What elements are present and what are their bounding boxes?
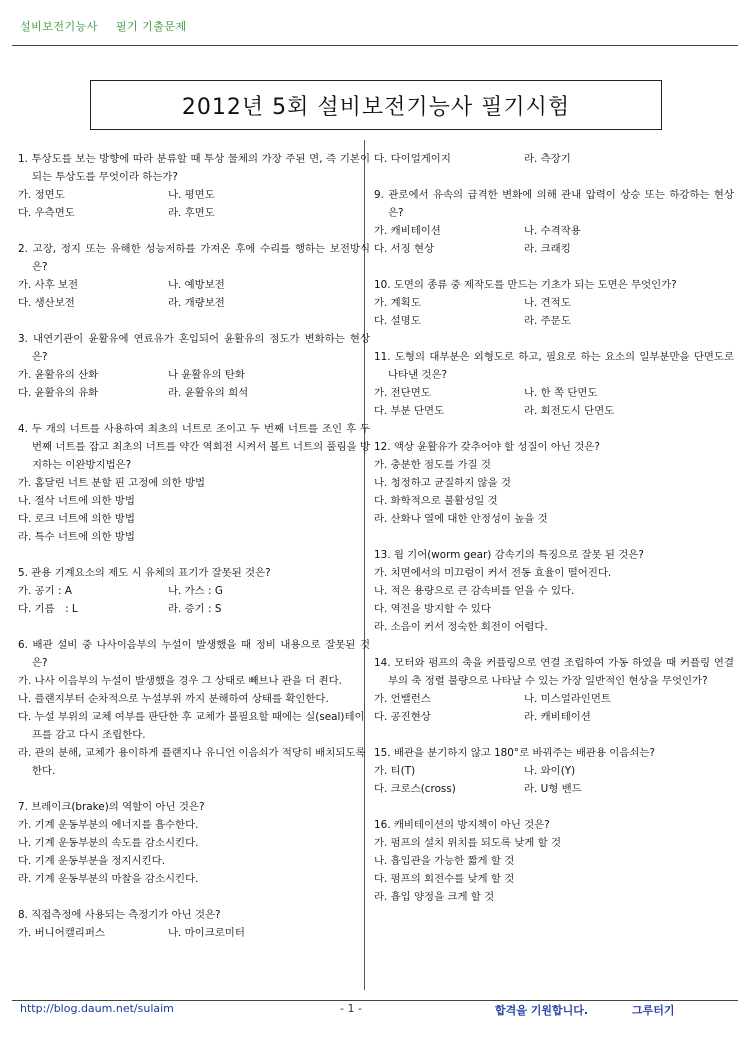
answer-option: 가. 전단면도 xyxy=(374,387,431,399)
answer-row xyxy=(374,150,734,168)
answer-row xyxy=(18,186,370,204)
question-stem: 11. 도형의 대부분은 외형도로 하고, 필요로 하는 요소의 일부분만을 단면도로 나타낸 것은? xyxy=(374,351,734,381)
answer-option: 가. 충분한 점도를 가질 것 xyxy=(374,459,491,471)
question-stem: 7. 브레이크(brake)의 역할이 아닌 것은? xyxy=(18,801,205,813)
answer-option: 나. 예방보전 xyxy=(168,279,225,291)
question-stem: 14. 모터와 펌프의 축을 커플링으로 연결 조립하여 가동 하였을 때 커플링 연결부의 축 정렬 불량으로 나타날 수 있는 가장 일반적인 현상을 무엇인가? xyxy=(374,657,734,687)
answer-row xyxy=(18,366,370,384)
question xyxy=(18,636,370,780)
answer-option: 다. 화학적으로 불활성일 것 xyxy=(374,495,498,507)
question xyxy=(374,438,734,528)
answer-option: 나. 적은 용량으로 큰 감속비를 얻을 수 있다. xyxy=(374,585,575,597)
answer-row xyxy=(18,600,370,618)
question-stem: 5. 관용 기계요소의 제도 시 유체의 표기가 잘못된 것은? xyxy=(18,567,271,579)
answer-option: 다. 서징 현상 xyxy=(374,243,435,255)
question xyxy=(18,798,370,888)
answer-row xyxy=(374,294,734,312)
answer-row xyxy=(374,402,734,420)
answer-option: 다. 공진현상 xyxy=(374,711,431,723)
question xyxy=(18,564,370,618)
answer-option: 다. 크로스(cross) xyxy=(374,783,456,795)
answer-option: 가. 캐비테이션 xyxy=(374,225,441,237)
answer-option: 라. 윤활유의 희석 xyxy=(168,387,249,399)
answer-option: 나. 한 쪽 단면도 xyxy=(524,387,598,399)
question-stem: 12. 액상 윤활유가 갖추어야 할 성질이 아닌 것은? xyxy=(374,441,600,453)
answer-row xyxy=(374,384,734,402)
answer-option: 다. 윤활유의 유화 xyxy=(18,387,99,399)
footer-wish: 합격을 기원합니다. xyxy=(495,1004,589,1017)
answer-option: 다. 기계 운동부분을 정지시킨다. xyxy=(18,855,165,867)
answer-option: 다. 부분 단면도 xyxy=(374,405,445,417)
answer-row xyxy=(374,312,734,330)
question xyxy=(18,150,370,222)
answer-option: 다. 우측면도 xyxy=(18,207,75,219)
answer-option: 가. 나사 이음부의 누설이 발생했을 경우 그 상태로 빼브나 관을 더 죈다. xyxy=(18,675,342,687)
answer-option: 라. 소음이 커서 정숙한 회전이 어렵다. xyxy=(374,621,548,633)
answer-option: 라. U형 밴드 xyxy=(524,783,582,795)
answer-option: 나. 청정하고 균질하지 않을 것 xyxy=(374,477,511,489)
answer-option: 다. 다이얼게이지 xyxy=(374,153,451,165)
answer-option: 가. 공기 : A xyxy=(18,585,72,597)
answer-row xyxy=(374,690,734,708)
question-stem: 1. 투상도를 보는 방향에 따라 분류할 때 투상 물체의 가장 주된 면, 즉 기본이 되는 투상도를 무엇이라 하는가? xyxy=(18,153,370,183)
answer-option: 라. 흡입 양정을 크게 할 것 xyxy=(374,891,495,903)
answer-option: 나. 흡입관을 가능한 짧게 할 것 xyxy=(374,855,515,867)
answer-option: 가. 기계 운동부분의 에너지를 흡수한다. xyxy=(18,819,199,831)
answer-option: 나. 플랜지부터 순차적으로 누설부위 까지 분해하여 상태를 확인한다. xyxy=(18,693,329,705)
answer-option: 라. 특수 너트에 의한 방법 xyxy=(18,531,135,543)
question xyxy=(374,546,734,636)
answer-option: 나. 절삭 너트에 의한 방법 xyxy=(18,495,135,507)
answer-option: 라. 산화나 열에 대한 안정성이 높을 것 xyxy=(374,513,548,525)
answer-row xyxy=(18,204,370,222)
answer-option: 다. 로크 너트에 의한 방법 xyxy=(18,513,135,525)
question xyxy=(374,816,734,906)
answer-option: 라. 기계 운동부분의 마찰을 감소시킨다. xyxy=(18,873,199,885)
answer-option: 가. 사후 보전 xyxy=(18,279,79,291)
answer-option: 라. 회전도시 단면도 xyxy=(524,405,615,417)
question-stem: 16. 캐비테이션의 방지책이 아닌 것은? xyxy=(374,819,550,831)
answer-option: 다. 역전을 방지할 수 있다 xyxy=(374,603,491,615)
header-kind: 필기 기출문제 xyxy=(115,20,187,33)
question-stem: 13. 웜 기어(worm gear) 감속기의 특징으로 잘못 된 것은? xyxy=(374,549,644,561)
answer-option: 가. 펌프의 설치 위치를 되도록 낮게 할 것 xyxy=(374,837,562,849)
exam-title: 2012년 5회 설비보전기능사 필기시험 xyxy=(90,80,662,130)
question-stem: 9. 관로에서 유속의 급격한 변화에 의해 관내 압력이 상승 또는 하강하는 현상은? xyxy=(374,189,734,219)
question-stem: 2. 고장, 정지 또는 유해한 성능저하를 가져온 후에 수리를 행하는 보전방식은? xyxy=(18,243,370,273)
answer-option: 가. 티(T) xyxy=(374,765,416,777)
answer-row xyxy=(18,294,370,312)
question-stem: 10. 도면의 종류 중 제작도를 만드는 기초가 되는 도면은 무엇인가? xyxy=(374,279,677,291)
answer-option: 나. 가스 : G xyxy=(168,585,223,597)
answer-option: 나. 기계 운동부분의 속도를 감소시킨다. xyxy=(18,837,199,849)
question xyxy=(374,276,734,330)
header-rule xyxy=(12,45,738,46)
answer-option: 나. 견적도 xyxy=(524,297,571,309)
answer-option: 나 윤활유의 탄화 xyxy=(168,369,245,381)
answer-row xyxy=(374,222,734,240)
answer-option: 라. 관의 분해, 교체가 용이하게 플랜지나 유니언 이음쇠가 적당히 배치되도록 한다. xyxy=(18,747,366,777)
answer-option: 라. 측장기 xyxy=(524,153,571,165)
answer-row xyxy=(374,762,734,780)
answer-row xyxy=(18,924,370,942)
question xyxy=(18,420,370,546)
question xyxy=(374,150,734,168)
question-stem: 15. 배관을 분기하지 않고 180°로 바꿔주는 배관용 이음쇠는? xyxy=(374,747,655,759)
answer-option: 나. 와이(Y) xyxy=(524,765,576,777)
left-column xyxy=(18,150,370,960)
right-column xyxy=(374,150,734,924)
answer-option: 가. 계획도 xyxy=(374,297,421,309)
answer-row xyxy=(374,780,734,798)
answer-option: 라. 크래킹 xyxy=(524,243,571,255)
answer-option: 나. 마이크로미터 xyxy=(168,927,245,939)
answer-row xyxy=(18,384,370,402)
question xyxy=(18,906,370,942)
question-stem: 8. 직접측정에 사용되는 측정기가 아닌 것은? xyxy=(18,909,221,921)
question-stem: 6. 배관 설비 중 나사이음부의 누설이 발생했을 때 정비 내용으로 잘못된 것은? xyxy=(18,639,370,669)
header-subject: 설비보전기능사 xyxy=(20,20,98,33)
answer-option: 라. 증기 : S xyxy=(168,603,222,615)
footer-rule xyxy=(12,1000,738,1001)
answer-row xyxy=(18,276,370,294)
question-stem: 4. 두 개의 너트를 사용하여 최초의 너트로 조이고 두 번째 너트를 조인 후 두 번째 너트를 잡고 최초의 너트를 약간 역회전 시켜서 볼트 너트의 풀림을 방지하는 이완방지법은? xyxy=(18,423,370,471)
answer-option: 나. 미스얼라인먼트 xyxy=(524,693,611,705)
question xyxy=(374,744,734,798)
footer-author: 그루터기 xyxy=(632,1004,675,1017)
answer-option: 가. 버니어캘리퍼스 xyxy=(18,927,105,939)
answer-option: 라. 캐비테이션 xyxy=(524,711,591,723)
answer-option: 라. 개량보전 xyxy=(168,297,225,309)
answer-option: 다. 설명도 xyxy=(374,315,421,327)
answer-row xyxy=(374,240,734,258)
answer-option: 다. 기름 : L xyxy=(18,603,78,615)
question xyxy=(374,654,734,726)
answer-option: 가. 윤활유의 산화 xyxy=(18,369,99,381)
question-stem: 3. 내연기관이 윤활유에 연료유가 혼입되어 윤활유의 점도가 변화하는 현상은? xyxy=(18,333,370,363)
footer-url-link[interactable]: http://blog.daum.net/sulaim xyxy=(20,1002,174,1015)
answer-option: 나. 평면도 xyxy=(168,189,215,201)
answer-option: 라. 후면도 xyxy=(168,207,215,219)
answer-row xyxy=(18,582,370,600)
answer-option: 가. 홈달린 너트 분할 핀 고정에 의한 방법 xyxy=(18,477,206,489)
answer-option: 다. 누설 부위의 교체 여부를 판단한 후 교체가 불필요할 때에는 실(seal)테이프를 감고 다시 조립한다. xyxy=(18,711,365,741)
answer-option: 가. 언밸런스 xyxy=(374,693,431,705)
answer-option: 다. 펌프의 회전수를 낮게 할 것 xyxy=(374,873,515,885)
answer-option: 나. 수격작용 xyxy=(524,225,581,237)
answer-option: 가. 정면도 xyxy=(18,189,65,201)
question xyxy=(18,330,370,402)
page-number: - 1 - xyxy=(340,1002,362,1015)
answer-option: 가. 치면에서의 미끄럼이 커서 전동 효율이 떨어진다. xyxy=(374,567,612,579)
question xyxy=(374,348,734,420)
answer-option: 라. 주문도 xyxy=(524,315,571,327)
answer-option: 다. 생산보전 xyxy=(18,297,75,309)
question xyxy=(18,240,370,312)
question xyxy=(374,186,734,258)
running-header xyxy=(20,18,201,34)
answer-row xyxy=(374,708,734,726)
